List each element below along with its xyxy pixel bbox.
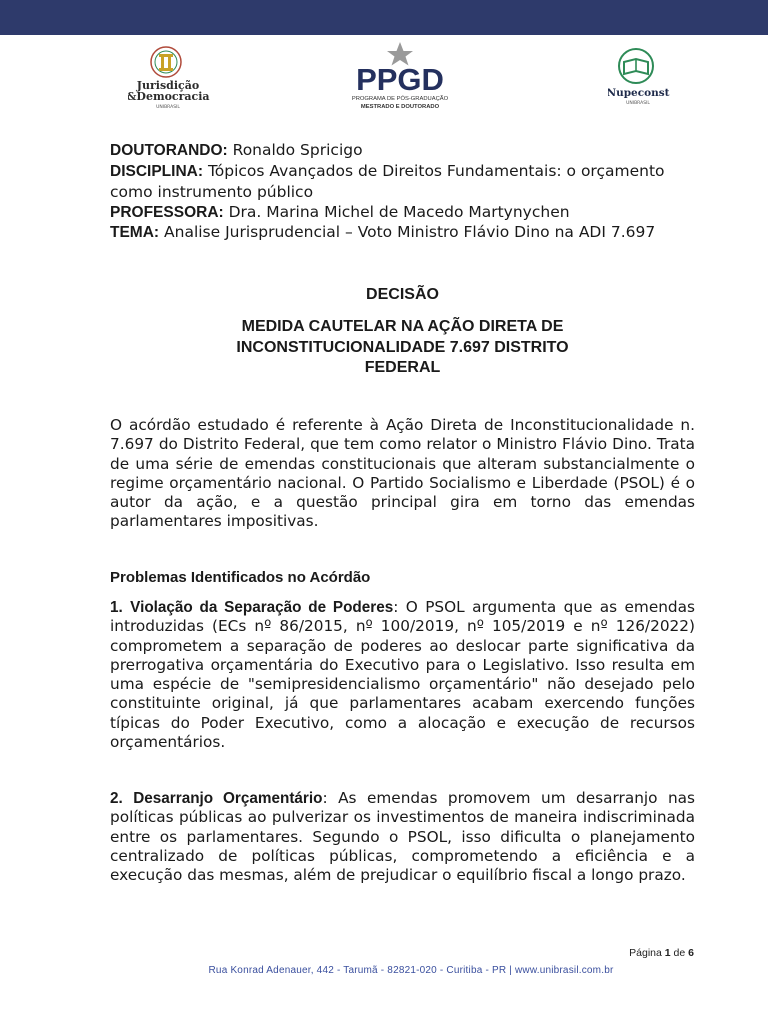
disciplina-value: Tópicos Avançados de Direitos Fundamentais: o orçamento como instrumento público xyxy=(110,161,665,201)
star-icon xyxy=(344,40,456,112)
problem-item xyxy=(110,598,695,752)
nup-title: Nupeconst xyxy=(608,87,670,99)
column-icon xyxy=(128,44,218,110)
problem-number: 1. xyxy=(110,599,123,616)
jurisdicao-democracia-logo xyxy=(128,44,218,110)
document-title-line1: MEDIDA CAUTELAR NA AÇÃO DIRETA DE xyxy=(241,318,564,335)
ppgd-line1: PROGRAMA DE PÓS-GRADUAÇÃO xyxy=(351,96,449,102)
jd-line2: &Democracia xyxy=(128,90,210,103)
page-number xyxy=(629,947,694,959)
problem-text: : As emendas promovem um desarranjo nas políticas públicas ao pulverizar os investimentos de maneira indiscriminada entre os parlamentares. Segundo o PSOL, isso dificulta o planejamento centralizado de políticas públicas, comprometendo a eficiência e a execução das mesmas, além de prejudicar o equilíbrio fiscal a longo prazo. xyxy=(110,789,695,885)
book-icon xyxy=(608,46,670,108)
doutorando-line xyxy=(110,140,695,162)
page-total: 6 xyxy=(688,947,694,959)
problem-title: Violação da Separação de Poderes xyxy=(130,599,394,616)
problem-title: Desarranjo Orçamentário xyxy=(133,790,323,807)
decisao-title: DECISÃO xyxy=(366,286,439,303)
professora-line xyxy=(110,202,695,224)
page-of: de xyxy=(673,947,686,959)
doutorando-label: DOUTORANDO: xyxy=(110,142,228,159)
ppgd-title: PPGD xyxy=(356,62,444,97)
tema-value: Analise Jurisprudencial – Voto Ministro Flávio Dino na ADI 7.697 xyxy=(164,223,656,241)
top-bar xyxy=(0,0,768,35)
page-current: 1 xyxy=(664,947,671,959)
problems-heading: Problemas Identificados no Acórdão xyxy=(110,569,371,586)
tema-label: TEMA: xyxy=(110,224,160,241)
problem-number: 2. xyxy=(110,790,123,807)
ppgd-line2: MESTRADO E DOUTORADO xyxy=(360,104,440,110)
nup-sub: UNIBRASIL xyxy=(626,101,650,106)
footer-address: Rua Konrad Adenauer, 442 - Tarumã - 82821-020 - Curitiba - PR | www.unibrasil.com.br xyxy=(208,965,614,976)
document-title-line2: INCONSTITUCIONALIDADE 7.697 DISTRITO xyxy=(236,338,569,356)
professora-value: Dra. Marina Michel de Macedo Martynychen xyxy=(228,202,570,221)
tema-line xyxy=(110,222,695,244)
problem-text: : O PSOL argumenta que as emendas introduzidas (ECs nº 86/2015, nº 100/2019, nº 105/2019 e nº 126/2022) comprometem a separação de poderes ao deslocar parte significativa da prerrogativa orçamentária do Executivo para o Legislativo. Isso resulta em uma espécie de "semipresidencialismo orçamentário" não desejado pelo constituinte original, já que parlamentares acabam exercendo funções típicas do Poder Executivo, como a alocação e execução de recursos orçamentários. xyxy=(110,598,695,752)
page-label: Página xyxy=(629,947,662,959)
intro-paragraph: O acórdão estudado é referente à Ação Direta de Inconstitucionalidade n. 7.697 do Distrito Federal, que tem como relator o Ministro Flávio Dino. Trata de uma série de emendas constitucionais que alteram substancialmente o regime orçamentário nacional. O Partido Socialismo e Liberdade (PSOL) é o autor da ação, e a questão principal gira em torno das emendas parlamentares impositivas. xyxy=(110,416,695,531)
document-title-line3: FEDERAL xyxy=(364,359,441,376)
nupeconst-logo xyxy=(608,46,670,108)
professora-label: PROFESSORA: xyxy=(110,203,224,221)
problem-item xyxy=(110,789,695,885)
disciplina-line xyxy=(110,161,695,203)
jd-sub: UNIBRASIL xyxy=(156,105,180,110)
doutorando-value: Ronaldo Spricigo xyxy=(232,141,363,159)
disciplina-label: DISCIPLINA: xyxy=(110,162,203,180)
ppgd-logo xyxy=(344,40,456,112)
jd-line1: Jurisdição xyxy=(136,79,200,92)
